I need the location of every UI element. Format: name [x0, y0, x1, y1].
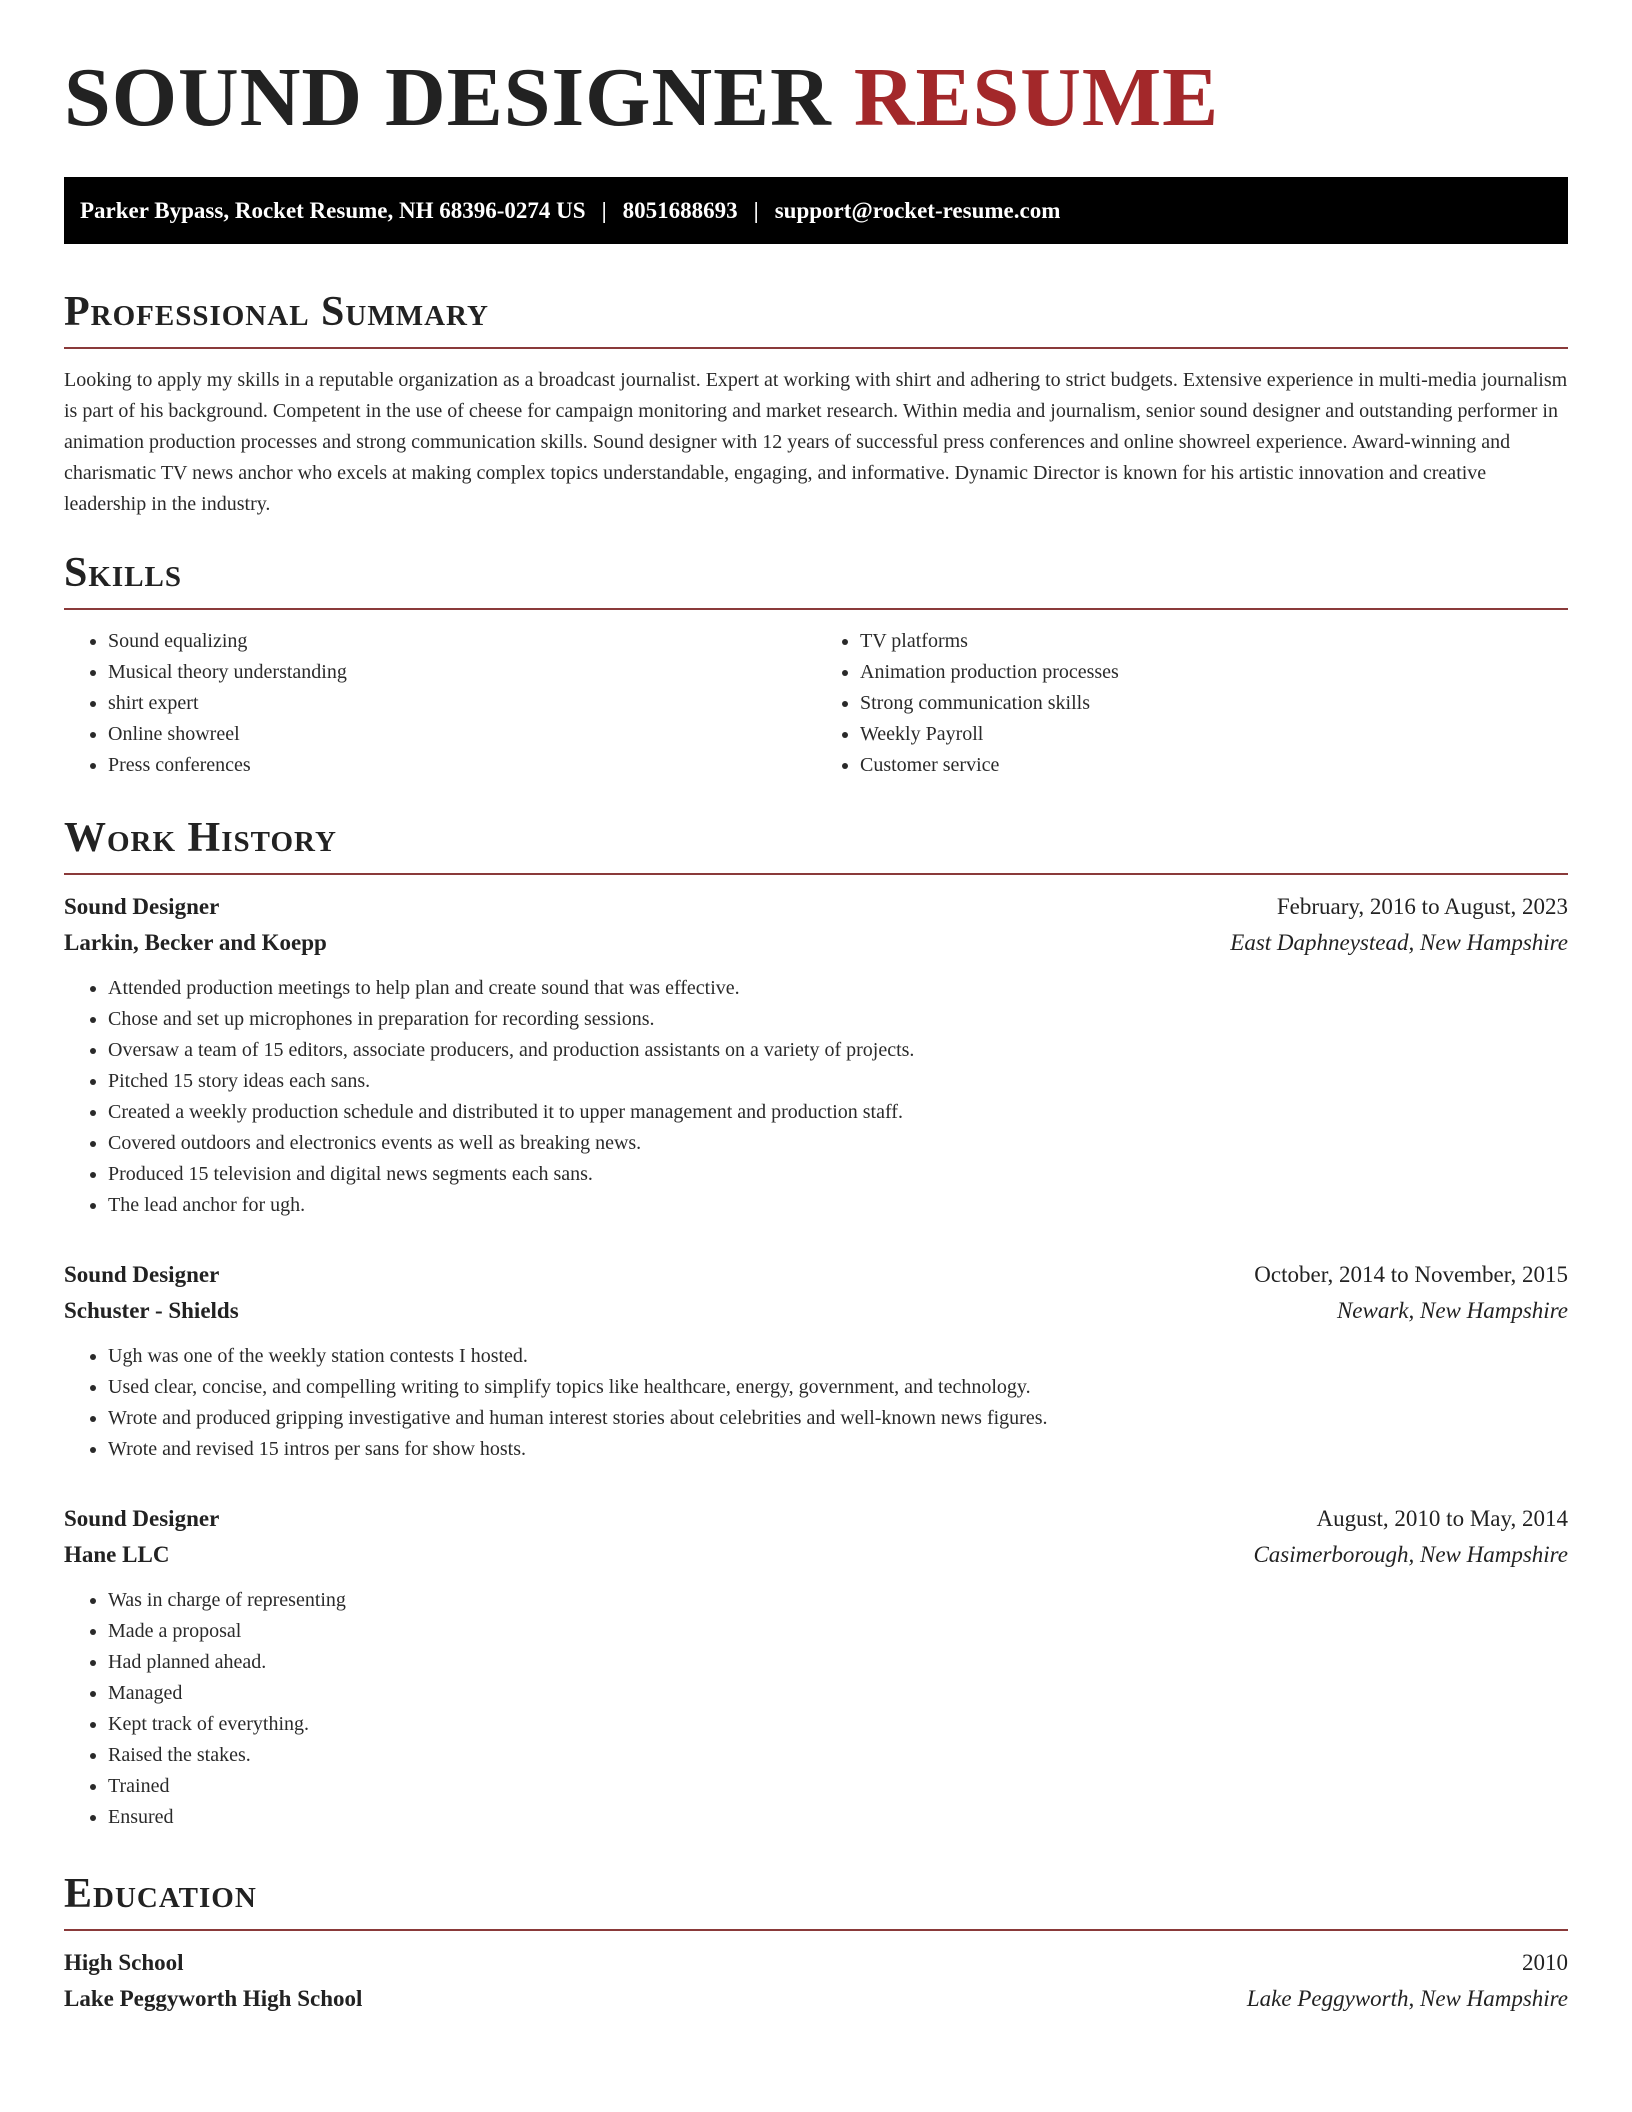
job-dates: February, 2016 to August, 2023	[1276, 894, 1568, 919]
education-location: Lake Peggyworth, New Hampshire	[1246, 1986, 1568, 2011]
job-title: Sound Designer	[64, 1262, 220, 1287]
job-duty: • The lead anchor for ugh.	[108, 1190, 1568, 1221]
skill-item: • Strong communication skills	[860, 688, 1568, 719]
job-entry	[64, 1257, 1568, 1465]
work-history-heading: Work History	[64, 817, 1568, 875]
job-duty: • Wrote and revised 15 intros per sans for show hosts.	[108, 1434, 1568, 1465]
skill-item: • Press conferences	[108, 750, 816, 781]
job-duty: • Managed	[108, 1678, 1568, 1709]
contact-separator: |	[601, 197, 607, 223]
skill-item: • Animation production processes	[860, 657, 1568, 688]
job-company: Larkin, Becker and Koepp	[64, 930, 327, 955]
job-company: Hane LLC	[64, 1542, 170, 1567]
skills-heading: Skills	[64, 552, 1568, 610]
title-accent: RESUME	[853, 51, 1220, 144]
job-entry	[64, 889, 1568, 1221]
job-duty: • Ugh was one of the weekly station contests I hosted.	[108, 1341, 1568, 1372]
job-duty: • Covered outdoors and electronics events as well as breaking news.	[108, 1128, 1568, 1159]
job-duties	[64, 1585, 1568, 1833]
education-school: Lake Peggyworth High School	[64, 1986, 363, 2011]
title-main: SOUND DESIGNER	[64, 51, 832, 144]
job-duty: • Used clear, concise, and compelling writing to simplify topics like healthcare, energy, government, and technology.	[108, 1372, 1568, 1403]
contact-email: support@rocket-resume.com	[774, 197, 1061, 223]
job-duty: • Was in charge of representing	[108, 1585, 1568, 1616]
job-duty: • Had planned ahead.	[108, 1647, 1568, 1678]
job-duty: • Ensured	[108, 1802, 1568, 1833]
job-duty: • Chose and set up microphones in preparation for recording sessions.	[108, 1004, 1568, 1035]
skill-item: • Customer service	[860, 750, 1568, 781]
job-location: Casimerborough, New Hampshire	[1253, 1542, 1568, 1567]
job-duty: • Produced 15 television and digital news segments each sans.	[108, 1159, 1568, 1190]
job-duty: • Kept track of everything.	[108, 1709, 1568, 1740]
job-dates: August, 2010 to May, 2014	[1316, 1506, 1568, 1531]
skill-item: • Weekly Payroll	[860, 719, 1568, 750]
job-duties	[64, 1341, 1568, 1465]
skills-left-column	[64, 626, 816, 781]
job-duty: • Trained	[108, 1771, 1568, 1802]
contact-bar	[64, 177, 1568, 244]
job-entry	[64, 1501, 1568, 1833]
job-title: Sound Designer	[64, 1506, 220, 1531]
skill-item: • TV platforms	[860, 626, 1568, 657]
skill-item: • shirt expert	[108, 688, 816, 719]
job-location: Newark, New Hampshire	[1336, 1298, 1568, 1323]
contact-separator: |	[753, 197, 759, 223]
skill-item: • Online showreel	[108, 719, 816, 750]
skills-list	[64, 626, 1568, 781]
education-year: 2010	[1522, 1950, 1568, 1975]
job-duty: • Attended production meetings to help plan and create sound that was effective.	[108, 973, 1568, 1004]
job-duty: • Raised the stakes.	[108, 1740, 1568, 1771]
skills-right-column	[816, 626, 1568, 781]
skill-item: • Musical theory understanding	[108, 657, 816, 688]
contact-address: Parker Bypass, Rocket Resume, NH 68396-0274 US	[80, 197, 586, 223]
job-duty: • Pitched 15 story ideas each sans.	[108, 1066, 1568, 1097]
education-degree: High School	[64, 1950, 184, 1975]
job-duty: • Wrote and produced gripping investigative and human interest stories about celebrities and well-known news figures.	[108, 1403, 1568, 1434]
job-duty: • Made a proposal	[108, 1616, 1568, 1647]
contact-phone: 8051688693	[622, 197, 738, 223]
job-dates: October, 2014 to November, 2015	[1254, 1262, 1568, 1287]
summary-text: Looking to apply my skills in a reputable organization as a broadcast journalist. Expert at working with shirt and adhering to strict budgets. Extensive experience in multi-media journalism is part of his background. Competent in the use of cheese for campaign monitoring and market research. Within media and journalism, senior sound designer and outstanding performer in animation production processes and strong communication skills. Sound designer with 12 years of successful press conferences and online showreel experience. Award-winning and charismatic TV news anchor who excels at making complex topics understandable, engaging, and informative. Dynamic Director is known for his artistic innovation and creative leadership in the industry.	[64, 369, 1568, 515]
job-duties	[64, 973, 1568, 1221]
education-heading: Education	[64, 1873, 1568, 1931]
skill-item: • Sound equalizing	[108, 626, 816, 657]
job-location: East Daphneystead, New Hampshire	[1230, 930, 1568, 955]
summary-heading: Professional Summary	[64, 291, 1568, 349]
resume-title	[64, 0, 1568, 144]
job-company: Schuster - Shields	[64, 1298, 239, 1323]
education-entry	[64, 1945, 1568, 2017]
job-duty: • Created a weekly production schedule and distributed it to upper management and production staff.	[108, 1097, 1568, 1128]
job-duty: • Oversaw a team of 15 editors, associate producers, and production assistants on a variety of projects.	[108, 1035, 1568, 1066]
job-title: Sound Designer	[64, 894, 220, 919]
